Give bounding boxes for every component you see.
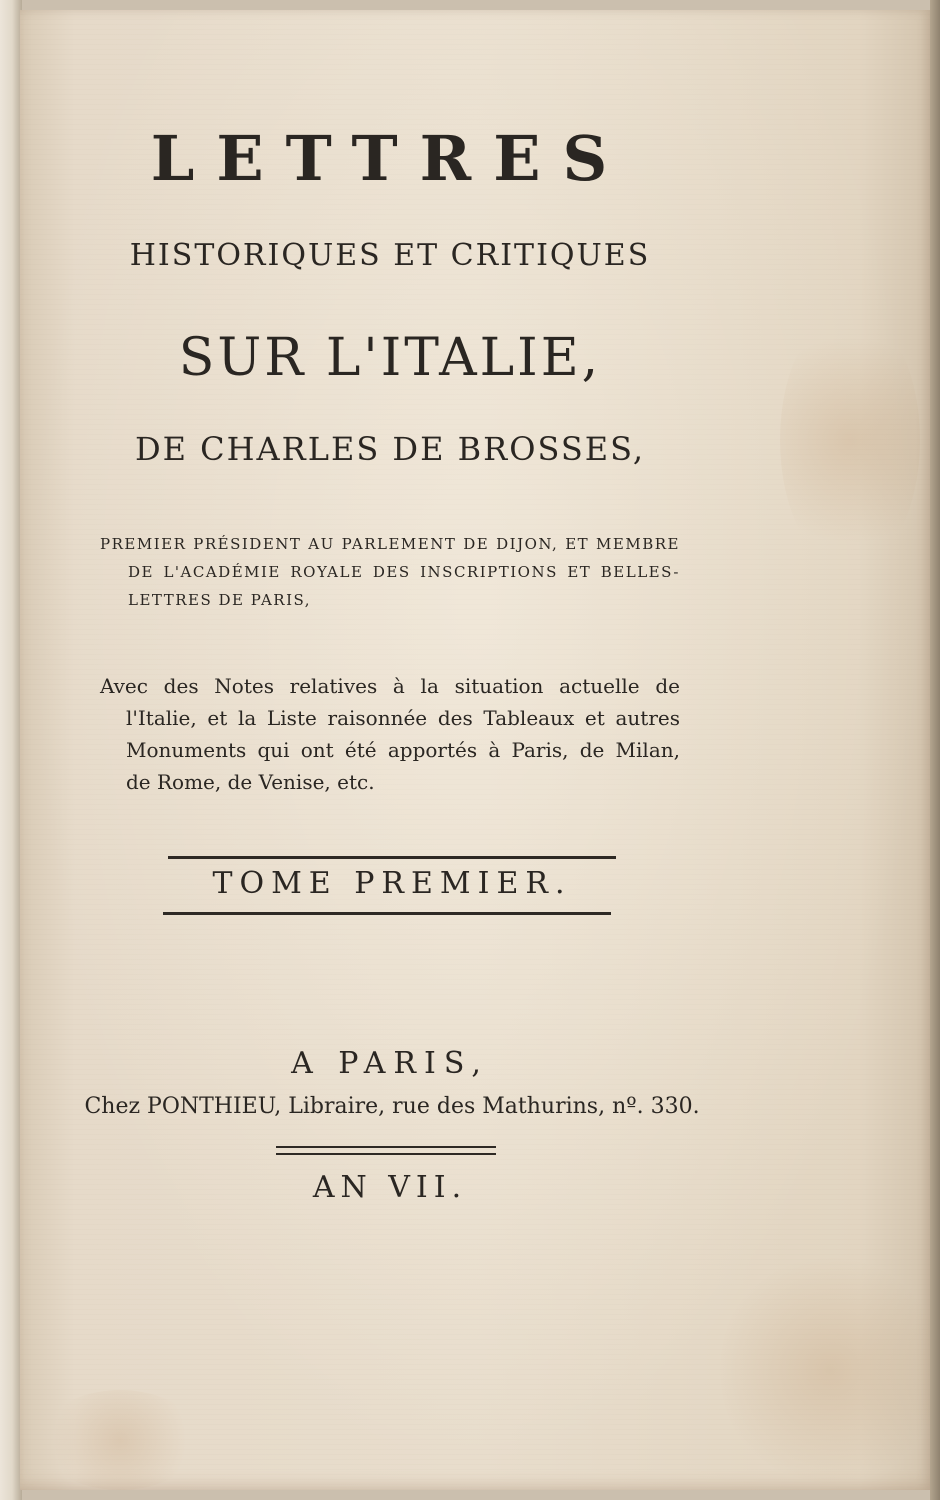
- subtitle-line-1: HISTORIQUES ET CRITIQUES: [129, 238, 651, 273]
- imprint-publisher: Chez PONTHIEU, Libraire, rue des Mathurins, nº. 330.: [84, 1094, 700, 1119]
- imprint-double-rule: [276, 1146, 496, 1155]
- foxing-stain: [720, 1250, 940, 1490]
- credentials-line: LETTRES DE PARIS,: [128, 591, 312, 609]
- title-page: [20, 10, 932, 1490]
- volume-label: TOME PREMIER.: [212, 866, 572, 901]
- foxing-stain: [40, 1390, 200, 1490]
- subtitle-line-2: SUR L'ITALIE,: [178, 328, 602, 388]
- notes-line: l'Italie, et la Liste raisonnée des Tableaux et autres: [126, 706, 680, 730]
- author-credentials: [100, 530, 680, 614]
- credentials-line: PREMIER PRÉSIDENT AU PARLEMENT DE DIJON, ET MEMBRE: [100, 535, 680, 553]
- book-spine-edge: [0, 0, 22, 1500]
- author-line: DE CHARLES DE BROSSES,: [134, 430, 646, 468]
- notes-line: Avec des Notes relatives à la situation actuelle de: [100, 674, 680, 698]
- volume-rule-top: [168, 856, 616, 859]
- notes-line: de Rome, de Venise, etc.: [126, 770, 375, 794]
- book-fore-edge: [930, 0, 940, 1500]
- imprint-year: AN VII.: [312, 1170, 468, 1205]
- notes-line: Monuments qui ont été apportés à Paris, de Milan,: [126, 738, 680, 762]
- book-title: LETTRES: [150, 122, 630, 195]
- edition-notes: [100, 670, 680, 798]
- credentials-line: DE L'ACADÉMIE ROYALE DES INSCRIPTIONS ET BELLES-: [128, 563, 680, 581]
- foxing-stain: [780, 310, 920, 570]
- volume-rule-bottom: [163, 912, 611, 915]
- imprint-city: A PARIS,: [291, 1046, 489, 1081]
